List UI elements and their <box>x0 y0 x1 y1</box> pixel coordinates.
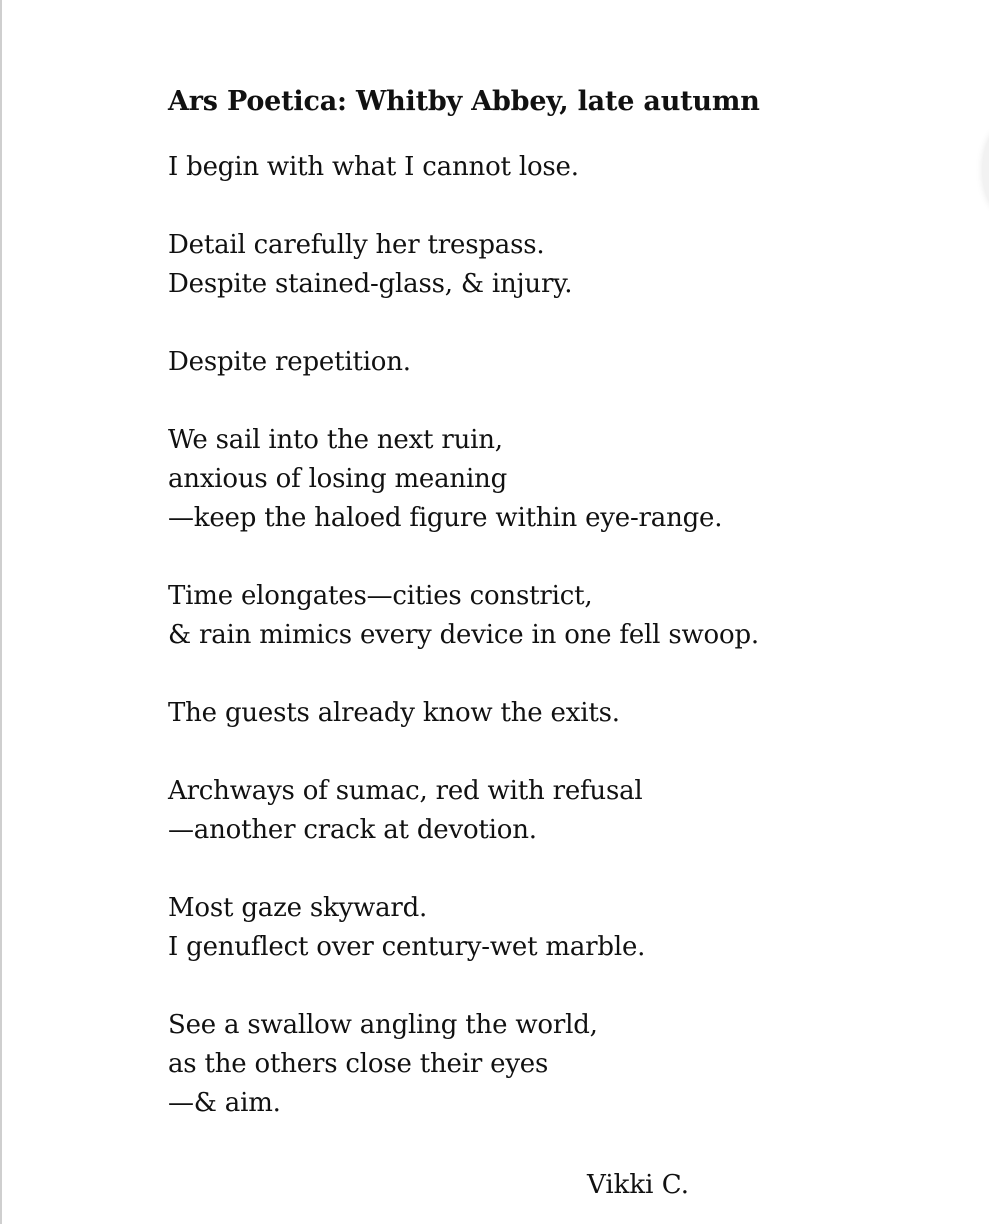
stanza-gap <box>168 967 868 1006</box>
stanza-gap <box>168 733 868 772</box>
stanza-gap <box>168 850 868 889</box>
poem-line: Despite stained-glass, & injury. <box>168 269 573 299</box>
stanza-4 <box>168 421 868 538</box>
poem-line: Despite repetition. <box>168 347 411 377</box>
poem-line: Archways of sumac, red with refusal <box>168 776 643 806</box>
poem-line: We sail into the next ruin, <box>168 425 503 455</box>
stanza-2 <box>168 226 868 304</box>
poem-line: Time elongates—cities constrict, <box>168 581 593 611</box>
poem-title: Ars Poetica: Whitby Abbey, late autumn <box>168 86 760 117</box>
poem-line: Detail carefully her trespass. <box>168 230 545 260</box>
stanza-gap <box>168 187 868 226</box>
page-left-border <box>0 0 2 1224</box>
stanza-7 <box>168 772 868 850</box>
stanza-8 <box>168 889 868 967</box>
poem-line: anxious of losing meaning <box>168 464 508 494</box>
author-signature: Vikki C. <box>587 1170 689 1200</box>
poem-line: —keep the haloed figure within eye-range. <box>168 503 723 533</box>
stanza-6 <box>168 694 868 733</box>
poem-line: —& aim. <box>168 1088 281 1118</box>
poem-line: See a swallow angling the world, <box>168 1010 598 1040</box>
poem-line: as the others close their eyes <box>168 1049 549 1079</box>
stanza-5 <box>168 577 868 655</box>
stanza-gap <box>168 382 868 421</box>
stanza-1 <box>168 148 868 187</box>
poem-line: Most gaze skyward. <box>168 893 428 923</box>
poem-body <box>168 82 868 1123</box>
stanza-gap <box>168 538 868 577</box>
poem-line: & rain mimics every device in one fell swoop. <box>168 620 759 650</box>
page-edge-shadow <box>983 130 989 210</box>
stanza-gap <box>168 655 868 694</box>
stanza-3 <box>168 343 868 382</box>
poem-line: I genuflect over century-wet marble. <box>168 932 646 962</box>
poem-line: I begin with what I cannot lose. <box>168 152 579 182</box>
stanza-9 <box>168 1006 868 1123</box>
stanza-gap <box>168 304 868 343</box>
poem-line: —another crack at devotion. <box>168 815 537 845</box>
poem-line: The guests already know the exits. <box>168 698 620 728</box>
